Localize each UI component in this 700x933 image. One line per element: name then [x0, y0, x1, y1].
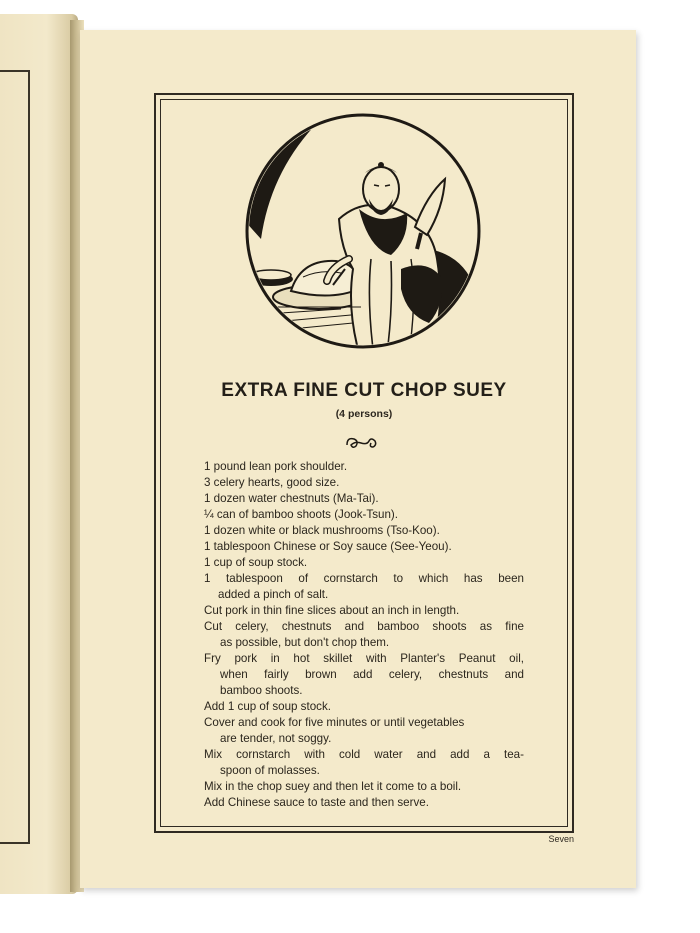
ingredient-line: 1 dozen water chestnuts (Ma-Tai). [204, 492, 379, 505]
left-page-border [0, 70, 30, 844]
instruction-line: Mix in the chop suey and then let it come to a boil. [204, 780, 462, 793]
instruction-line-continued: bamboo shoots. [220, 684, 303, 697]
ingredient-line: 1 tablespoon of cornstarch to which has been [204, 572, 524, 585]
instruction-line: Mix cornstarch with cold water and add a tea- [204, 748, 524, 761]
recipe-text [204, 459, 524, 811]
page-number: Seven [548, 834, 574, 844]
right-page [80, 30, 636, 888]
page-frame [154, 93, 574, 833]
ingredient-line: 1 tablespoon Chinese or Soy sauce (See-Yeou). [204, 540, 452, 553]
instruction-line: Add 1 cup of soup stock. [204, 700, 331, 713]
recipe-servings: (4 persons) [335, 408, 393, 420]
ingredient-line: 1 cup of soup stock. [204, 556, 308, 569]
instruction-line-continued: when fairly brown add celery, chestnuts and [220, 668, 524, 681]
instruction-line-continued: are tender, not soggy. [220, 732, 332, 745]
chef-carving-roast-illustration [241, 109, 485, 353]
ingredient-line: 3 celery hearts, good size. [204, 476, 340, 489]
instruction-line: Cover and cook for five minutes or until vegetables [204, 716, 465, 729]
instruction-line: Add Chinese sauce to taste and then serve. [204, 796, 429, 809]
flourish-ornament [343, 431, 379, 453]
ingredient-line: 1 dozen white or black mushrooms (Tso-Koo). [204, 524, 440, 537]
instruction-line: Cut pork in thin fine slices about an inch in length. [204, 604, 460, 617]
instruction-line: Fry pork in hot skillet with Planter's Peanut oil, [204, 652, 524, 665]
instruction-line: Cut celery, chestnuts and bamboo shoots as fine [204, 620, 524, 633]
ingredient-line-continued: added a pinch of salt. [218, 588, 329, 601]
recipe-title: EXTRA FINE CUT CHOP SUEY [221, 380, 507, 401]
instruction-line-continued: as possible, but don't chop them. [220, 636, 390, 649]
left-page [0, 14, 78, 894]
ingredient-line: ¼ can of bamboo shoots (Jook-Tsun). [204, 508, 398, 521]
ingredient-line: 1 pound lean pork shoulder. [204, 460, 348, 473]
instruction-line-continued: spoon of molasses. [220, 764, 320, 777]
